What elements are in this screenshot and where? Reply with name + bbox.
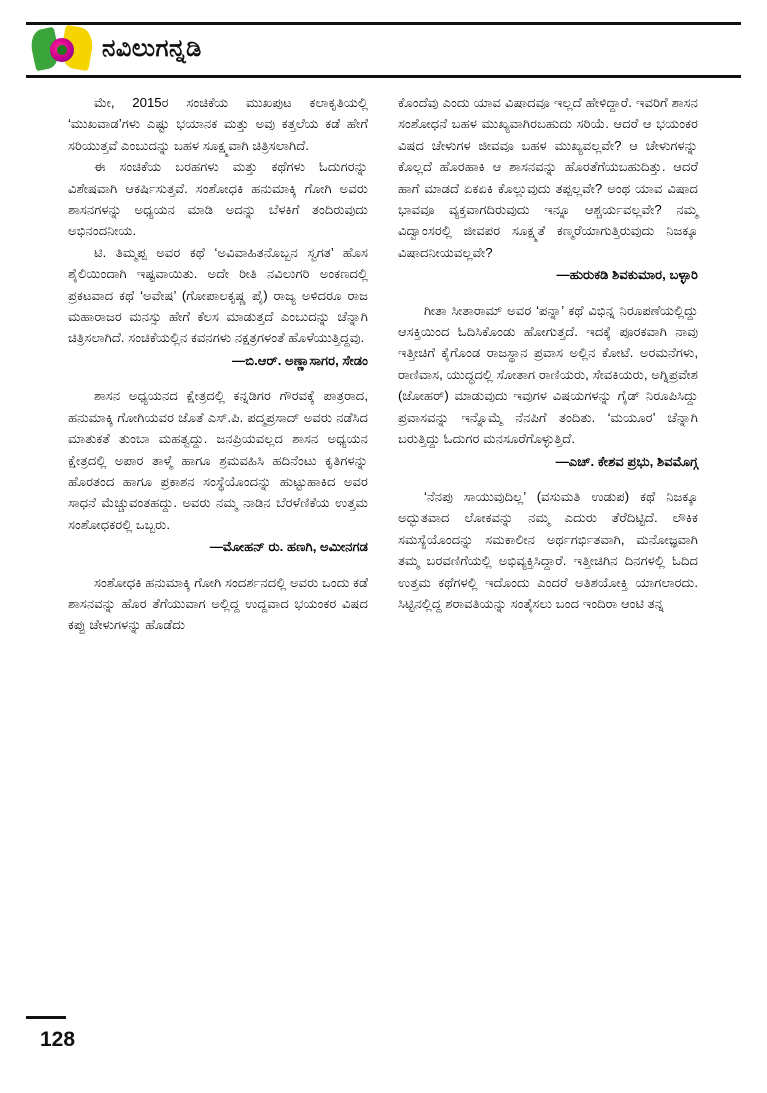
magazine-title: ನವಿಲುಗನ್ನಡಿ	[102, 35, 202, 62]
letter-paragraph: ಗೀತಾ ಸೀತಾರಾಮ್ ಅವರ ‘ಪನ್ನಾ’ ಕಥೆ ವಿಭಿನ್ನ ನಿರೂಪಣೆಯಲ್ಲಿದ್ದು ಆಸಕ್ತಿಯಿಂದ ಓದಿಸಿಕೊಂಡು ಹೋಗುತ್ತದೆ. ಇದಕ್ಕೆ ಪೂರಕವಾಗಿ ನಾವು ಇತ್ತೀಚಿಗೆ ಕೈಗೊಂಡ ರಾಜಸ್ಥಾನ ಪ್ರವಾಸ ಅಲ್ಲಿನ ಕೋಟೆ. ಅರಮನೆಗಳು, ರಾಣಿವಾಸ, ಯುದ್ಧದಲ್ಲಿ ಸೋತಾಗ ರಾಣಿಯರು, ಸೇವಕಿಯರು, ಅಗ್ನಿಪ್ರವೇಶ (ಜೋಹರ್) ಮಾಡುವುದು ಇವುಗಳ ವಿಷಯಗಳನ್ನು ಗೈಡ್ ನಿರೂಪಿಸಿದ್ದು ಪ್ರವಾಸವನ್ನು ಇನ್ನೊಮ್ಮೆ ನೆನಪಿಗೆ ತಂದಿತು. ‘ಮಯೂರ’ ಚೆನ್ನಾಗಿ ಬರುತ್ತಿದ್ದು ಓದುಗರ ಮನಸೂರೆಗೊಳ್ಳುತ್ತಿದೆ.	[398, 302, 698, 447]
letter-paragraph: ಈ ಸಂಚಿಕೆಯ ಬರಹಗಳು ಮತ್ತು ಕಥೆಗಳು ಓದುಗರನ್ನು ವಿಶೇಷವಾಗಿ ಆಕರ್ಷಿಸುತ್ತವೆ. ಸಂಶೋಧಕಿ ಹನುಮಾಕ್ಕಿ ಗೋಗಿ ಅವರು ಶಾಸನಗಳನ್ನು ಅಧ್ಯಯನ ಮಾಡಿ ಅದನ್ನು ಬೆಳಕಿಗೆ ತಂದಿರುವುದು ಅಭಿನಂದನೀಯ.	[68, 159, 368, 239]
letter-paragraph: ಟಿ. ತಿಮ್ಮಪ್ಪ ಅವರ ಕಥೆ ‘ಅವಿವಾಹಿತನೊಬ್ಬನ ಸ್ವಗತ’ ಹೊಸ ಶೈಲಿಯಿಂದಾಗಿ ಇಷ್ಟವಾಯಿತು. ಅದೇ ರೀತಿ ನವಿಲುಗರಿ ಅಂಕಣದಲ್ಲಿ ಪ್ರಕಟವಾದ ಕಥೆ ‘ಅವೇಷ’ (ಗೋಪಾಲಕೃಷ್ಣ ಪೈ) ರಾಜ್ಯ ಅಳಿದರೂ ರಾಜ ಮಹಾರಾಜರ ಮನಸ್ಸು ಹೇಗೆ ಕೆಲಸ ಮಾಡುತ್ತದೆ ಎಂಬುದನ್ನು ಚೆನ್ನಾಗಿ ಚಿತ್ರಿಸಲಾಗಿದೆ. ಸಂಚಿಕೆಯಲ್ಲಿನ ಕವನಗಳು ನಕ್ಷತ್ರಗಳಂತೆ ಹೊಳೆಯುತ್ತಿದ್ದವು.	[68, 244, 368, 346]
letter-paragraph: ಮೇ, 2015ರ ಸಂಚಿಕೆಯ ಮುಖಪುಟ ಕಲಾಕೃತಿಯಲ್ಲಿ ‘ಮುಖವಾಡ’ಗಳು ಎಷ್ಟು ಭಯಾನಕ ಮತ್ತು ಅವು ಕತ್ತಲೆಯ ಕಡೆ ಹೇಗೆ ಸರಿಯುತ್ತವೆ ಎಂಬುದನ್ನು ಬಹಳ ಸೂಕ್ಷ್ಮವಾಗಿ ಚಿತ್ರಿಸಲಾಗಿದೆ.	[68, 95, 368, 153]
footer-rule	[26, 1016, 66, 1019]
masthead-top-rule	[26, 22, 741, 25]
masthead-bottom-rule	[26, 75, 741, 78]
letter-attribution: —ಹುರುಕಡಿ ಶಿವಕುಮಾರ, ಬಳ್ಳಾರಿ	[556, 267, 698, 283]
logo-eye-center-shape	[57, 45, 67, 55]
right-text-column	[398, 92, 698, 614]
letter-paragraph: ‘ನೆನಪು ಸಾಯುವುದಿಲ್ಲ’ (ವಸುಮತಿ ಉಡುಪ) ಕಥೆ ನಿಜಕ್ಕೂ ಅದ್ಭುತವಾದ ಲೋಕವನ್ನು ನಮ್ಮ ಎದುರು ತೆರೆದಿಟ್ಟಿದೆ. ಲೌಕಿಕ ಸಮಸ್ಯೆಯೊಂದನ್ನು ಸಮಕಾಲೀನ ಅರ್ಥಗರ್ಭಿತವಾಗಿ, ಮನೋಜ್ಞವಾಗಿ ತಮ್ಮ ಬರವಣಿಗೆಯಲ್ಲಿ ಅಭಿವ್ಯಕ್ತಿಸಿದ್ದಾರೆ. ಇತ್ತೀಚಿಗಿನ ದಿನಗಳಲ್ಲಿ ಓದಿದ ಉತ್ತಮ ಕಥೆಗಳಲ್ಲಿ ಇದೊಂದು ಎಂದರೆ ಅತಿಶಯೋಕ್ತಿ ಯಾಗಲಾರದು. ಸಿಟ್ಟಿನಲ್ಲಿದ್ದ ಶರಾವತಿಯನ್ನು ಸಂತೈಸಲು ಬಂದ ಇಂದಿರಾ ಆಂಟಿ ತನ್ನ	[398, 488, 698, 611]
letter-paragraph: ಕೊಂದೆವು ಎಂದು ಯಾವ ವಿಷಾದವೂ ಇಲ್ಲದೆ ಹೇಳಿದ್ದಾರೆ. ಇವರಿಗೆ ಶಾಸನ ಸಂಶೋಧನೆ ಬಹಳ ಮುಖ್ಯವಾಗಿರಬಹುದು ಸರಿಯೆ. ಆದರೆ ಆ ಭಯಂಕರ ವಿಷದ ಚೇಳುಗಳ ಜೀವವೂ ಬಹಳ ಮುಖ್ಯವಲ್ಲವೇ? ಆ ಚೇಳುಗಳನ್ನು ಕೊಲ್ಲದೆ ಹೊರಹಾಕಿ ಆ ಶಾಸನವನ್ನು ಹೊರತೆಗೆಯಬಹುದಿತ್ತು. ಆದರೆ ಹಾಗೆ ಮಾಡದೆ ಏಕಏಕಿ ಕೊಲ್ಲುವುದು ತಪ್ಪಲ್ಲವೇ? ಅಂಥ ಯಾವ ವಿಷಾದ ಭಾವವೂ ವ್ಯಕ್ತವಾಗದಿರುವುದು ಇನ್ನೂ ಆಶ್ಚರ್ಯವಲ್ಲವೇ? ನಮ್ಮ ವಿದ್ವಾಂಸರಲ್ಲಿ ಜೀವಪರ ಸೂಕ್ಷ್ಮತೆ ಕಣ್ಮರೆಯಾಗುತ್ತಿರುವುದು ನಿಜಕ್ಕೂ ವಿಷಾದನೀಯವಲ್ಲವೇ?	[398, 95, 698, 260]
peacock-feather-logo-icon	[32, 27, 94, 71]
masthead	[26, 22, 741, 78]
letter-attribution: —ಎಚ್. ಕೇಶವ ಪ್ರಭು, ಶಿವಮೊಗ್ಗ	[555, 453, 698, 469]
letter-paragraph: ಶಾಸನ ಅಧ್ಯಯನದ ಕ್ಷೇತ್ರದಲ್ಲಿ ಕನ್ನಡಿಗರ ಗೌರವಕ್ಕೆ ಪಾತ್ರರಾದ, ಹನುಮಾಕ್ಕಿ ಗೋಗಿಯವರ ಜೊತೆ ಎಸ್.ಪಿ. ಪದ್ಮಪ್ರಸಾದ್ ಅವರು ನಡೆಸಿದ ಮಾತುಕತೆ ತುಂಬಾ ಮಹತ್ವದ್ದು. ಜನಪ್ರಿಯವಲ್ಲದ ಶಾಸನ ಅಧ್ಯಯನ ಕ್ಷೇತ್ರದಲ್ಲಿ ಅಪಾರ ತಾಳ್ಮೆ ಹಾಗೂ ಶ್ರಮವಹಿಸಿ ಹದಿನೆಂಟು ಕೃತಿಗಳನ್ನು ಹೊರತಂದ ಹಾಗೂ ಪ್ರಕಾಶನ ಸಂಸ್ಥೆಯೊಂದನ್ನು ಹುಟ್ಟುಹಾಕಿದ ಅವರ ಸಾಧನೆ ಮೆಚ್ಚುವಂತಹದ್ದು. ಅವರು ನಮ್ಮ ನಾಡಿನ ಬೆರಳೆಣಿಕೆಯ ಉತ್ತಮ ಸಂಶೋಧಕರಲ್ಲಿ ಒಬ್ಬರು.	[68, 388, 368, 532]
page-number: 128	[40, 1028, 76, 1051]
letter-paragraph: ಸಂಶೋಧಕಿ ಹನುಮಾಕ್ಕಿ ಗೋಗಿ ಸಂದರ್ಶನದಲ್ಲಿ ಅವರು ಒಂದು ಕಡೆ ಶಾಸನವನ್ನು ಹೊರ ತೆಗೆಯುವಾಗ ಅಲ್ಲಿದ್ದ ಉದ್ದವಾದ ಭಯಂಕರ ವಿಷದ ಕಪ್ಪು ಚೇಳುಗಳನ್ನು ಹೊಡೆದು	[68, 574, 368, 633]
letter-attribution: —ಬಿ.ಆರ್. ಅಣ್ಣಾಸಾಗರ, ಸೇಡಂ	[232, 352, 368, 368]
left-text-column	[68, 92, 368, 636]
letter-attribution: —ಮೋಹನ್ ರು. ಹಣಗಿ, ಅಮೀನಗಡ	[209, 539, 368, 555]
